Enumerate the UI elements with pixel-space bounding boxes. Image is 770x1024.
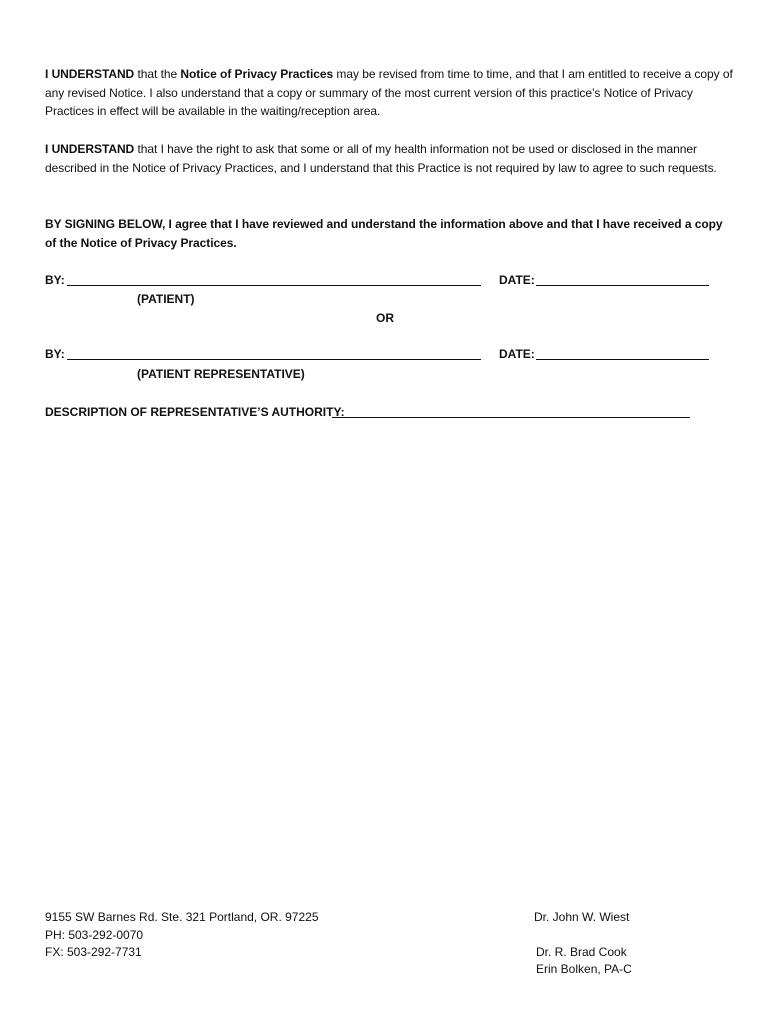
representative-signature-row <box>45 347 725 365</box>
paragraph1-text-b: may be revised from time to time, and that I am entitled to receive a copy of any revised Notice. I also understand that a copy or summary of the most current version of this practice’s Notice of Privacy Practices in effect will be available in the waiting/reception area. <box>45 67 733 118</box>
practice-fax: FX: 503-292-7731 <box>45 945 142 959</box>
provider-bolken: Erin Bolken, PA-C <box>536 962 632 976</box>
paragraph1-text-a: that the <box>134 67 181 81</box>
paragraph2-text: that I have the right to ask that some or all of my health information not be used or disclosed in the manner described in the Notice of Privacy Practices, and I understand that this Practice is not required by law to agree to such requests. <box>45 142 717 175</box>
notice-title: Notice of Privacy Practices <box>180 67 334 81</box>
practice-contact <box>45 909 319 962</box>
representative-date-line[interactable] <box>536 347 709 360</box>
patient-signature-line[interactable] <box>67 273 481 286</box>
or-label: OR <box>376 311 394 325</box>
understand-notice-paragraph <box>45 65 735 121</box>
patient-by-label: BY: <box>45 273 65 287</box>
authority-label: DESCRIPTION OF REPRESENTATIVE’S AUTHORITY: <box>45 405 345 419</box>
representative-signature-line[interactable] <box>67 347 481 360</box>
understand-rights-paragraph <box>45 140 735 177</box>
provider-cook: Dr. R. Brad Cook <box>536 944 627 959</box>
patient-representative-label: (PATIENT REPRESENTATIVE) <box>137 367 305 381</box>
representative-by-label: BY: <box>45 347 65 361</box>
patient-date-label: DATE: <box>499 273 535 287</box>
practice-address: 9155 SW Barnes Rd. Ste. 321 Portland, OR. 97225 <box>45 910 319 924</box>
provider-gap <box>534 927 632 944</box>
patient-signature-row <box>45 273 725 291</box>
practice-phone: PH: 503-292-0070 <box>45 927 144 942</box>
representative-date-label: DATE: <box>499 347 535 361</box>
patient-label: (PATIENT) <box>137 292 195 306</box>
authority-line[interactable] <box>332 405 690 418</box>
understand-lead-2: I UNDERSTAND <box>45 142 135 156</box>
practice-providers <box>534 909 632 979</box>
patient-date-line[interactable] <box>536 273 709 286</box>
provider-wiest: Dr. John W. Wiest <box>534 910 630 924</box>
signing-statement: BY SIGNING BELOW, I agree that I have reviewed and understand the information above and that I have received a copy of the Notice of Privacy Practices. <box>45 217 723 250</box>
understand-lead: I UNDERSTAND <box>45 67 135 81</box>
authority-row <box>45 405 705 423</box>
